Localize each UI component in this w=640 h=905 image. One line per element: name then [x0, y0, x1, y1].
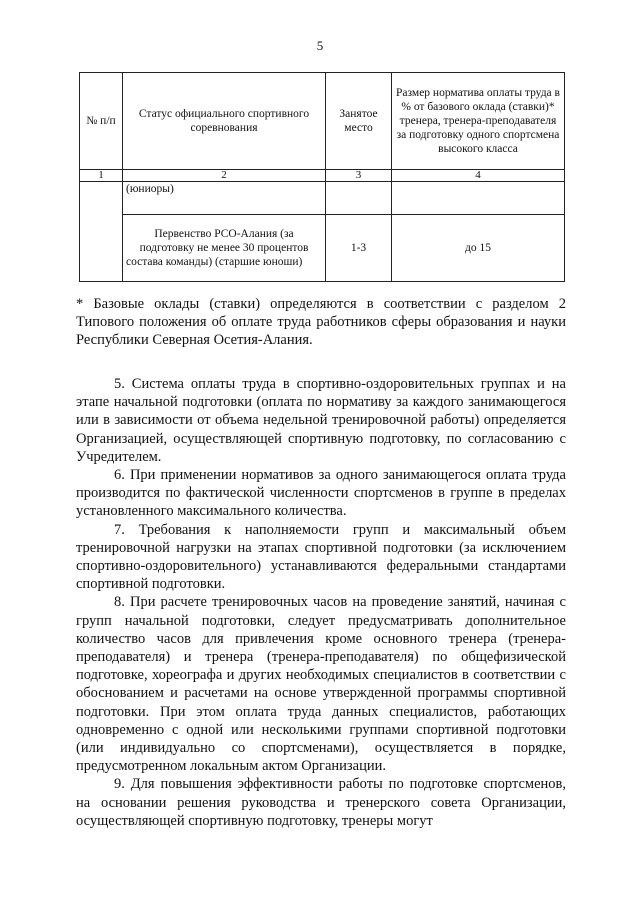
rate-cell — [392, 182, 565, 215]
rate-cell: до 15 — [392, 215, 565, 282]
table-header-row — [80, 73, 565, 170]
column-number: 4 — [392, 170, 565, 182]
paragraph-8: 8. При расчете тренировочных часов на проведение занятий, начиная с групп начальной подготовки, следует предусматривать дополнительное количество часов для привлечения кроме основного тренера (тренера-преподавателя) и тренера (тренера-преподавателя) по общефизической подготовке, хореографа и других необходимых специалистов в соответствии с обоснованием и расчетами на основе утвержденной программы спортивной подготовки. При этом оплата труда данных специалистов, работающих одновременно с одной или несколькими группами спортивной подготовки (или индивидуально со спортсменами), осуществляется в порядке, предусмотренном локальным актом Организации. — [76, 594, 566, 775]
paragraph-6: 6. При применении нормативов за одного занимающегося оплата труда производится по фактической численности спортсменов в группе в пределах установленного максимального количества. — [76, 467, 566, 520]
column-number-row — [80, 170, 565, 182]
row-num-cell — [80, 182, 123, 282]
column-number: 2 — [123, 170, 326, 182]
paragraph-7: 7. Требования к наполняемости групп и максимальный объем тренировочной нагрузки на этапах спортивной подготовки (за исключением спортивно-оздоровительного) устанавливаются федеральными стандартами спортивной подготовки. — [76, 521, 566, 593]
footnote — [76, 295, 566, 350]
status-cell: Первенство РСО-Алания (за подготовку не менее 30 процентов состава команды) (старшие юноши) — [123, 215, 326, 282]
column-number: 1 — [80, 170, 123, 182]
header-place: Занятое место — [326, 73, 392, 170]
column-number: 3 — [326, 170, 392, 182]
footnote-text: * Базовые оклады (ставки) определяются в соответствии с разделом 2 Типового положения об оплате труда работников сферы образования и науки Республики Северная Осетия-Алания. — [76, 296, 566, 349]
header-num: № п/п — [80, 73, 123, 170]
page-number: 5 — [316, 38, 324, 53]
header-rate: Размер норматива оплаты труда в % от базового оклада (ставки)* тренера, тренера-преподавателя за подготовку одного спортсмена высокого класса — [392, 73, 565, 170]
header-status: Статус официального спортивного соревнования — [123, 73, 326, 170]
place-cell: 1-3 — [326, 215, 392, 282]
status-cell: (юниоры) — [123, 182, 326, 215]
table-row — [80, 182, 565, 215]
paragraph-9: 9. Для повышения эффективности работы по подготовке спортсменов, на основании решения руководства и тренерского совета Организации, осуществляющей спортивную подготовку, тренеры могут — [76, 776, 566, 829]
paragraph-5: 5. Система оплаты труда в спортивно-оздоровительных группах и на этапе начальной подготовки (оплата по нормативу за каждого занимающегося или в зависимости от объема недельной тренировочной работы) определяется Организацией, осуществляющей спортивную подготовку, по согласованию с Учредителем. — [76, 376, 566, 465]
table-row — [80, 215, 565, 282]
wage-norm-table — [79, 72, 565, 282]
place-cell — [326, 182, 392, 215]
document-body — [76, 375, 566, 830]
